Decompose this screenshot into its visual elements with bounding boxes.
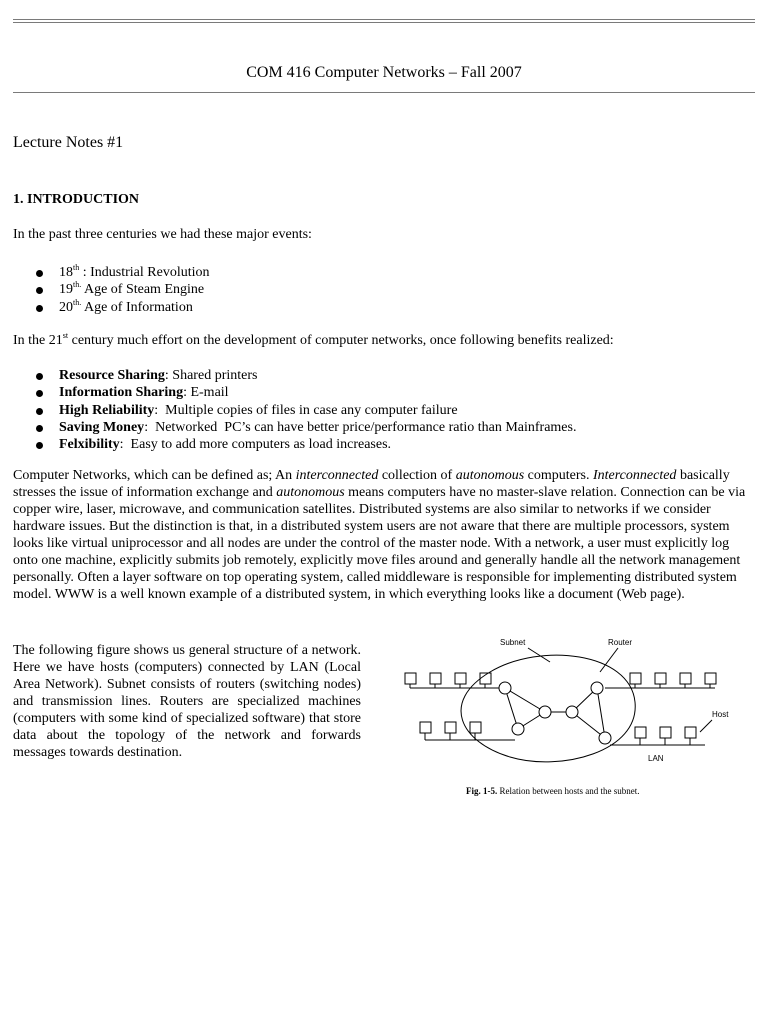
top-rule-2 — [13, 22, 755, 23]
router-pointer — [600, 648, 618, 672]
host-computer — [685, 727, 696, 738]
host-pointer — [700, 720, 712, 732]
subnet-label: Subnet — [500, 638, 526, 647]
list-item: Resource Sharing: Shared printers — [13, 367, 576, 384]
benefits-list — [13, 367, 576, 453]
router-node — [499, 682, 511, 694]
host-computer — [655, 673, 666, 684]
figure-caption: Fig. 1-5. Relation between hosts and the subnet. — [466, 786, 640, 796]
router-node — [539, 706, 551, 718]
router-node — [591, 682, 603, 694]
router-node — [512, 723, 524, 735]
section-heading: 1. INTRODUCTION — [13, 192, 140, 207]
list-item: Information Sharing: E-mail — [13, 384, 576, 401]
host-computer — [630, 673, 641, 684]
figure-paragraph: The following figure shows us general structure of a network. Here we have hosts (computers) connected by LAN (Local Area Network). Subnet consists of routers (switching nodes) and transmission lines. Routers are specialized machines (computers with some kind of specialized software) that store data about the topology of the network and forwards messages towards destination. — [13, 643, 361, 760]
host-computer — [470, 722, 481, 733]
list-item: Felxibility: Easy to add more computers as load increases. — [13, 436, 576, 453]
top-rule-1 — [13, 19, 755, 20]
host-computer — [405, 673, 416, 684]
bullet-icon — [36, 425, 43, 432]
bullet-icon — [36, 442, 43, 449]
lan-label: LAN — [648, 754, 664, 763]
network-diagram — [400, 632, 730, 802]
lecture-heading: Lecture Notes #1 — [13, 134, 124, 151]
host-computer — [420, 722, 431, 733]
host-label: Host — [712, 710, 729, 719]
host-computer — [445, 722, 456, 733]
bullet-icon — [36, 408, 43, 415]
bullet-icon — [36, 305, 43, 312]
router-node — [599, 732, 611, 744]
host-computer — [635, 727, 646, 738]
list-item: High Reliability: Multiple copies of files in case any computer failure — [13, 402, 576, 419]
host-computer — [705, 673, 716, 684]
list-item: Saving Money: Networked PC’s can have better price/performance ratio than Mainframes. — [13, 419, 576, 436]
events-list — [13, 264, 210, 316]
list-item: $20^{th.}$ Age of Information — [13, 299, 210, 316]
networks-paragraph: Computer Networks, which can be defined as; An interconnected collection of autonomous computers. Interconnected basically stresses the issue of information exchange and autonomous means computers have no master-slave relation. Connection can be via copper wire, laser, microwave, and communication satellites. Distributed systems are also similar to networks if we consider hardware issues. But the distinction is that, in a distributed system users are not aware that there are multiple processors, system looks like virtual uniprocessor and all nodes are under the control of the master node. With a network, a user must explicitly log onto one machine, explicitly submits job remotely, explicitly move files around and generally handle all the network management personally. Often a layer software on top operating system, called middleware is responsible for implementing distributed system model. WWW is a well known example of a distributed system, in which everything looks like a document (Web page). — [13, 468, 746, 602]
list-item: $19^{th.}$ Age of Steam Engine — [13, 281, 210, 298]
bullet-icon — [36, 390, 43, 397]
bullet-icon — [36, 287, 43, 294]
host-computer — [680, 673, 691, 684]
title-rule — [13, 92, 755, 93]
bullet-icon — [36, 270, 43, 277]
intro-paragraph: In the past three centuries we had these major events: — [13, 227, 312, 242]
transmission-line — [597, 688, 605, 738]
bullet-icon — [36, 373, 43, 380]
host-computer — [430, 673, 441, 684]
century-paragraph: In the 21st century much effort on the development of computer networks, once following benefits realized: — [13, 331, 614, 348]
page-title: COM 416 Computer Networks – Fall 2007 — [246, 64, 522, 81]
router-node — [566, 706, 578, 718]
list-item: 18th : Industrial Revolution — [13, 264, 210, 281]
host-computer — [660, 727, 671, 738]
host-computer — [455, 673, 466, 684]
router-label: Router — [608, 638, 633, 647]
